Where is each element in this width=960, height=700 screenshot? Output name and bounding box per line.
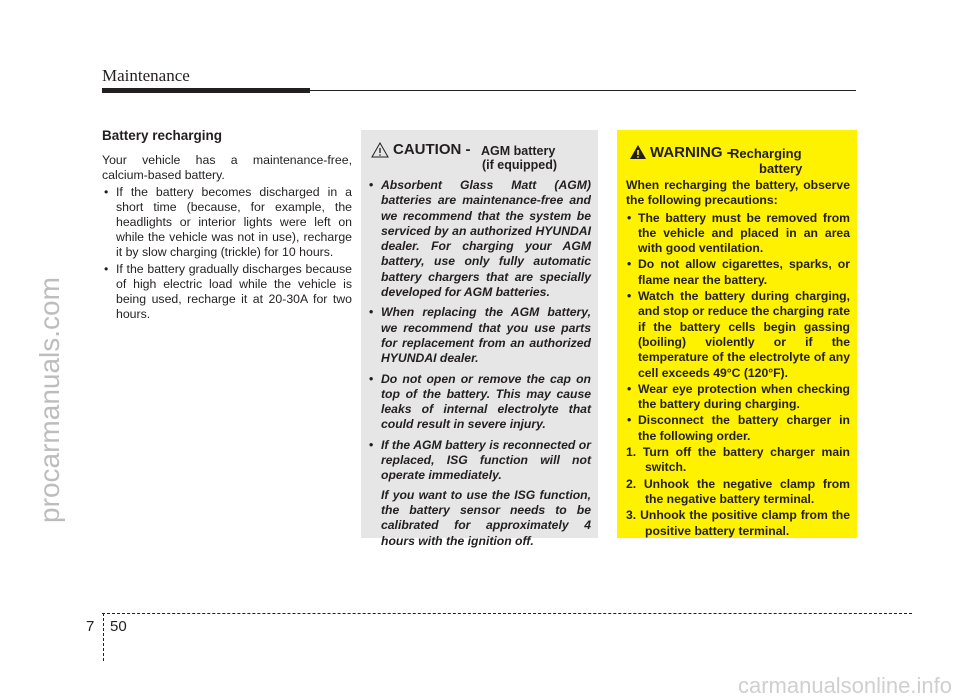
header-rule-thick xyxy=(102,88,310,93)
list-item: • If the battery gradually discharges because of high electric load while the vehicle is being used, recharge it at 20-30A for two hours. xyxy=(104,262,352,321)
header-rule-thin xyxy=(310,90,856,91)
chapter-number: 7 xyxy=(86,618,95,635)
warning-label: WARNING - xyxy=(650,144,732,161)
caution-body xyxy=(369,178,591,549)
list-item: • Disconnect the battery charger in the following order. xyxy=(627,413,850,443)
footer-rule xyxy=(102,613,912,614)
section-title: Battery recharging xyxy=(102,128,223,143)
warning-subtitle: Recharging xyxy=(730,146,802,161)
list-item: • When replacing the AGM battery, we recommend that you use parts for replacement from an authorized HYUNDAI dealer. xyxy=(369,305,591,366)
numbered-step: 1. Turn off the battery charger main switch. xyxy=(626,445,850,475)
numbered-step: 2. Unhook the negative clamp from the negative battery terminal. xyxy=(626,476,850,506)
list-item: • Do not open or remove the cap on top of the battery. This may cause leaks of internal electrolyte that could result in severe injury. xyxy=(369,371,591,432)
caution-header xyxy=(361,140,598,176)
section-header: Maintenance xyxy=(102,66,190,85)
list-item: • If the battery becomes discharged in a short time (because, for example, the headlights or interior lights were left on while the vehicle was not in use), recharge it by slow charging (trickle) for 10 hours. xyxy=(104,185,352,259)
caution-subtitle: AGM battery xyxy=(481,144,556,158)
page-number: 50 xyxy=(110,618,127,635)
list-item: • Do not allow cigarettes, sparks, or flame near the battery. xyxy=(627,257,850,287)
caution-isg-note: If you want to use the ISG function, the battery sensor needs to be calibrated for approximately 4 hours with the ignition off. xyxy=(381,487,591,548)
recharge-bullets xyxy=(102,185,352,322)
warning-body xyxy=(626,178,850,540)
caution-subtitle-line2: (if equipped) xyxy=(482,158,557,172)
warning-subtitle-line2: battery xyxy=(759,161,803,176)
footer-divider xyxy=(103,613,104,661)
numbered-step: 3. Unhook the positive clamp from the positive battery terminal. xyxy=(626,508,850,538)
warning-intro: When recharging the battery, observe the following precautions: xyxy=(626,178,850,208)
intro-paragraph: Your vehicle has a maintenance-free, calcium-based battery. xyxy=(102,153,352,182)
caution-triangle-icon xyxy=(371,142,389,158)
caution-box xyxy=(361,130,598,548)
list-item: • Watch the battery during charging, and stop or reduce the charging rate if the battery cells begin gassing (boiling) violently or if the temperature of the electrolyte of any cell exceeds 49°C (120°F). xyxy=(627,289,850,380)
caution-label: CAUTION - xyxy=(393,141,471,158)
list-item: • If the AGM battery is reconnected or replaced, ISG function will not operate immediately. xyxy=(369,437,591,483)
battery-recharging-section xyxy=(102,128,352,324)
bottom-watermark: carmanualsonline.info xyxy=(737,673,952,698)
side-watermark: procarmanuals.com xyxy=(34,277,65,523)
list-item: • Absorbent Glass Matt (AGM) batteries are maintenance-free and we recommend that the system be serviced by an authorized HYUNDAI dealer. For charging your AGM battery, use only fully automatic battery chargers that are specially developed for AGM batteries. xyxy=(369,178,591,300)
list-item: • Wear eye protection when checking the battery during charging. xyxy=(627,381,850,412)
warning-triangle-icon xyxy=(629,144,647,160)
warning-box xyxy=(617,130,857,538)
list-item: • The battery must be removed from the vehicle and placed in an area with good ventilation. xyxy=(627,210,850,256)
